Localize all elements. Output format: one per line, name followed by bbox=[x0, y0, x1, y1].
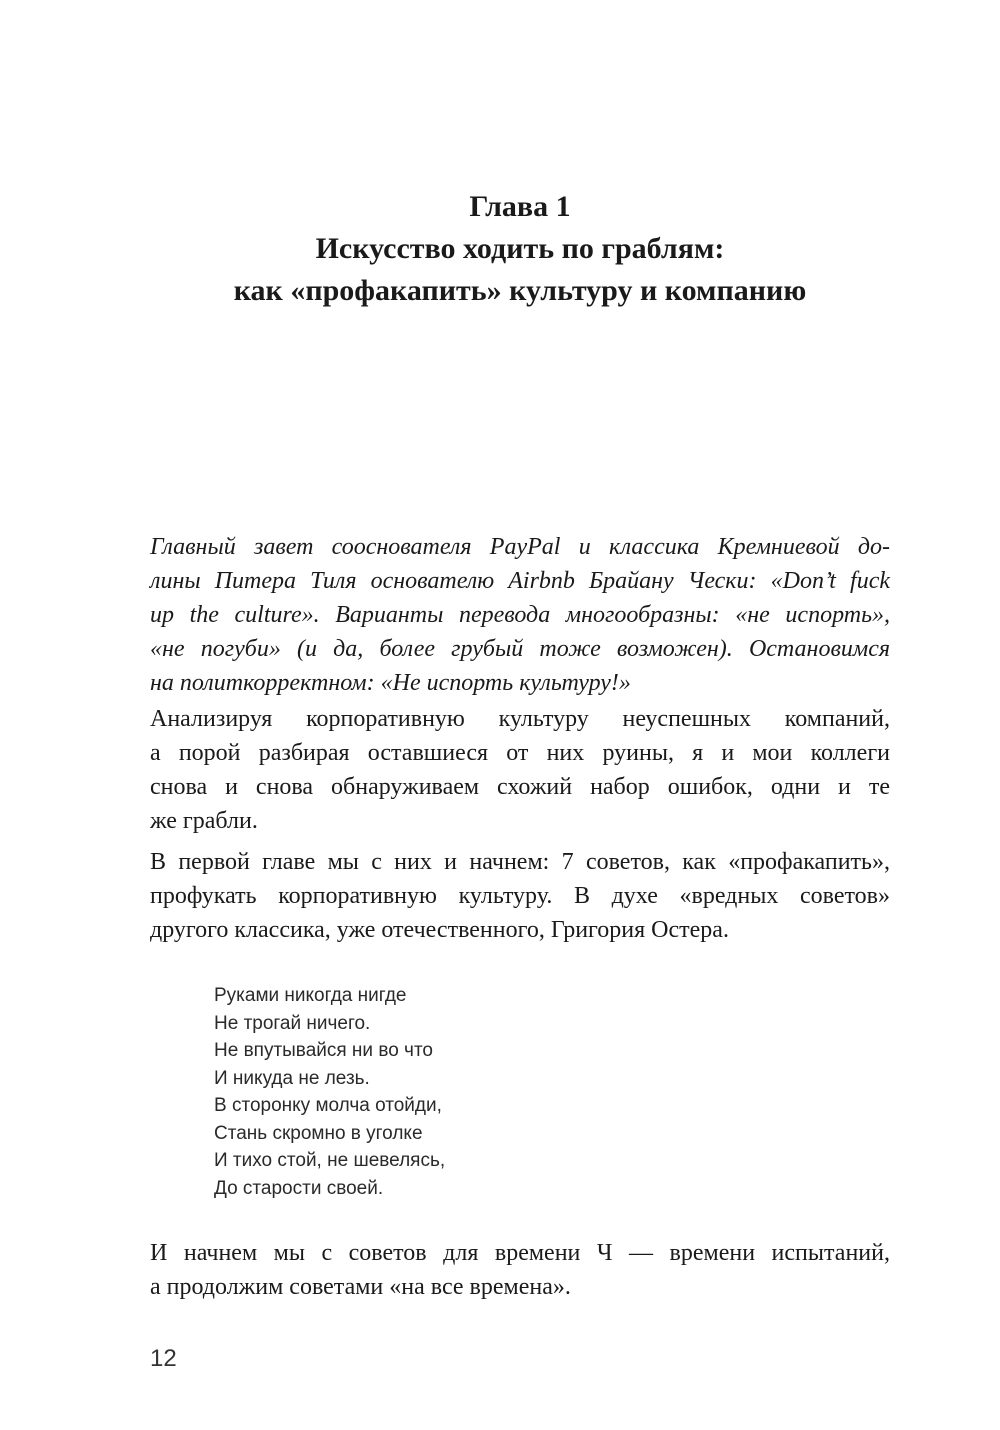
poem-line: Стань скромно в уголке bbox=[214, 1122, 423, 1144]
epigraph-line: «не погуби» (и да, более грубый тоже возможен). Остановимся bbox=[150, 636, 890, 662]
paragraph-line: Анализируя корпоративную культуру неуспешных компаний, bbox=[150, 706, 890, 732]
body-paragraph-2 bbox=[150, 845, 890, 947]
poem-line: И тихо стой, не шевелясь, bbox=[214, 1150, 446, 1171]
paragraph-line: снова и снова обнаруживаем схожий набор ошибок, одни и те bbox=[150, 774, 890, 800]
epigraph bbox=[150, 530, 890, 700]
chapter-number: Глава 1 bbox=[469, 190, 571, 223]
poem-line: И никуда не лезь. bbox=[214, 1067, 370, 1089]
paragraph-line: а продолжим советами «на все времена». bbox=[150, 1274, 571, 1300]
poem-line: Не впутывайся ни во что bbox=[214, 1040, 434, 1061]
paragraph-line: профукать корпоративную культуру. В духе «вредных советов» bbox=[150, 883, 890, 909]
poem-line: Не трогай ничего. bbox=[214, 1012, 371, 1034]
paragraph-line: же грабли. bbox=[150, 808, 258, 834]
paragraph-line: В первой главе мы с них и начнем: 7 советов, как «профакапить», bbox=[150, 849, 890, 875]
epigraph-line: Главный завет сооснователя PayPal и классика Кремниевой до- bbox=[150, 534, 890, 560]
paragraph-line: а порой разбирая оставшиеся от них руины, я и мои коллеги bbox=[150, 740, 890, 766]
page-number: 12 bbox=[150, 1345, 177, 1372]
poem-line: Руками никогда нигде bbox=[214, 985, 407, 1006]
poem-quote bbox=[214, 982, 445, 1202]
epigraph-line: лины Питера Тиля основателю Airbnb Брайану Чески: «Don’t fuck bbox=[150, 568, 890, 594]
paragraph-line: другого классика, уже отечественного, Григория Остера. bbox=[150, 917, 729, 943]
chapter-title-line-2: как «профакапить» культуру и компанию bbox=[233, 274, 807, 307]
epigraph-line: up the culture». Варианты перевода многообразны: «не испорть», bbox=[150, 602, 890, 628]
paragraph-line: И начнем мы с советов для времени Ч — времени испытаний, bbox=[150, 1240, 890, 1266]
poem-line: В сторонку молча отойди, bbox=[214, 1095, 442, 1116]
poem-line: До старости своей. bbox=[214, 1177, 384, 1199]
body-paragraph-1 bbox=[150, 702, 890, 838]
body-paragraph-3 bbox=[150, 1236, 890, 1304]
chapter-heading bbox=[120, 186, 920, 312]
epigraph-line: на политкорректном: «Не испорть культуру!» bbox=[150, 670, 631, 696]
chapter-title-line-1: Искусство ходить по граблям: bbox=[315, 232, 725, 265]
